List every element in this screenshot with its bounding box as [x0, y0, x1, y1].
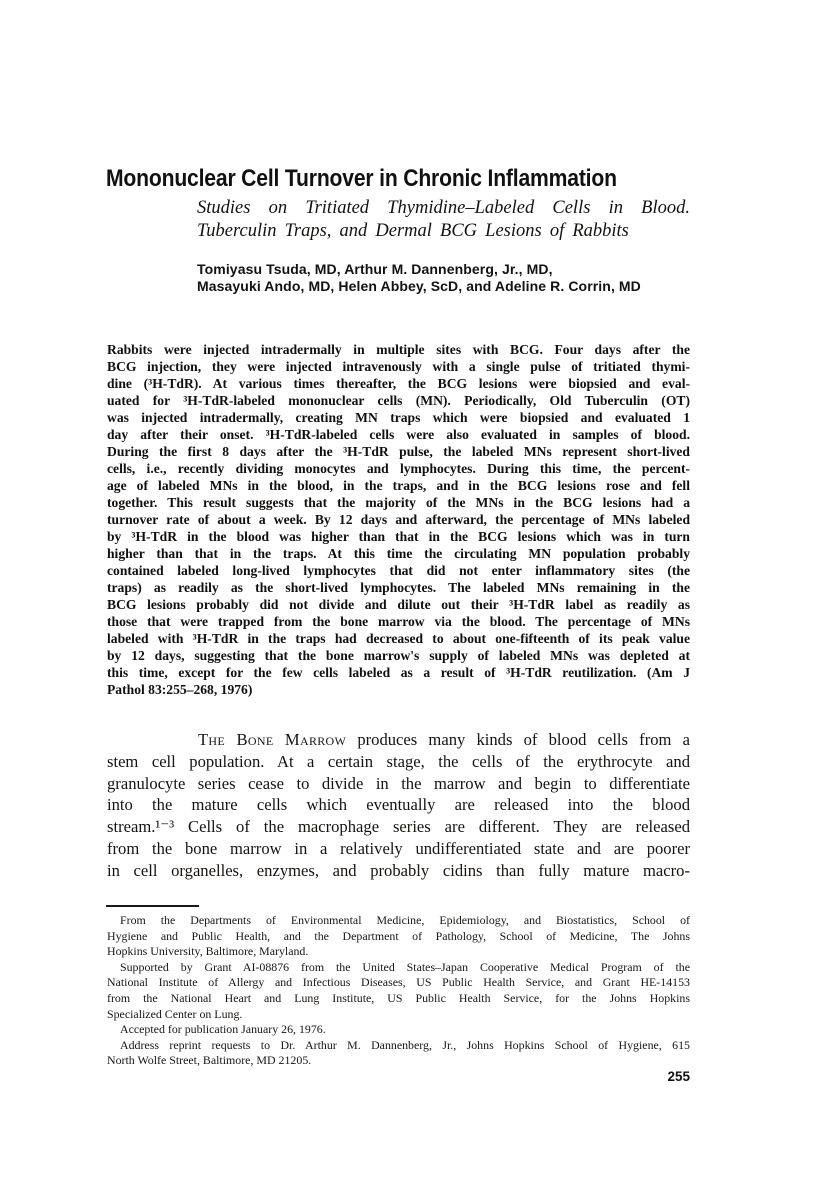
footnote-line: Address reprint requests to Dr. Arthur M. Dannenberg, Jr., Johns Hopkins School of Hygiene, 615 [120, 1037, 690, 1052]
abstract-line: Rabbits were injected intradermally in multiple sites with BCG. Four days after the [107, 342, 690, 357]
subtitle-line: Tuberculin Traps, and Dermal BCG Lesions of Rabbits [197, 220, 629, 241]
footnotes [107, 913, 690, 1069]
body-line: granulocyte series cease to divide in the marrow and begin to differentiate [107, 773, 690, 793]
footnote-line: Specialized Center on Lung. [107, 1006, 243, 1021]
abstract-line: by ³H-TdR in the blood was higher than that in the BCG lesions which was in turn [107, 529, 690, 544]
abstract [107, 341, 690, 698]
abstract-line: labeled with ³H-TdR in the traps had decreased to about one-fifteenth of its peak value [107, 631, 690, 646]
footnote-line: National Institute of Allergy and Infectious Diseases, US Public Health Service, and Grant HE-14153 [107, 975, 690, 990]
author-line: Tomiyasu Tsuda, MD, Arthur M. Dannenberg, Jr., MD, [197, 261, 553, 277]
abstract-line: this time, except for the few cells labeled as a result of ³H-TdR reutilization. (Am J [107, 665, 690, 680]
body-line: stem cell population. At a certain stage, the cells of the erythrocyte and [107, 751, 690, 771]
abstract-line: traps) as readily as the short-lived lymphocytes. The labeled MNs remaining in the [107, 580, 690, 595]
body-line: stream.¹⁻³ Cells of the macrophage series are different. They are released [107, 817, 690, 837]
author-line: Masayuki Ando, MD, Helen Abbey, ScD, and Adeline R. Corrin, MD [197, 277, 641, 294]
footnote-rule [106, 905, 199, 907]
abstract-line: BCG injection, they were injected intravenously with a single pulse of tritiated thymi- [107, 359, 690, 374]
abstract-line: cells, i.e., recently dividing monocytes and lymphocytes. During this time, the percent- [107, 461, 690, 476]
body-line: into the mature cells which eventually are released into the blood [107, 795, 690, 815]
footnote-line: Hygiene and Public Health, and the Department of Pathology, School of Medicine, The Johns [107, 928, 690, 943]
abstract-line: BCG lesions probably did not divide and dilute out their ³H-TdR label as readily as [107, 597, 690, 612]
body-line: in cell organelles, enzymes, and probably cidins than fully mature macro- [107, 860, 690, 880]
abstract-line: Pathol 83:255–268, 1976) [107, 682, 253, 697]
footnote-line: from the National Heart and Lung Institute, US Public Health Service, for the Johns Hopkins [107, 990, 690, 1005]
body-paragraph [107, 729, 690, 882]
body-line: The Bone Marrow produces many kinds of blood cells from a [198, 730, 690, 749]
abstract-line: dine (³H-TdR). At various times thereafter, the BCG lesions were biopsied and eval- [107, 376, 690, 391]
article-subtitle [197, 197, 690, 242]
abstract-line: uated for ³H-TdR-labeled mononuclear cells (MN). Periodically, Old Tuberculin (OT) [107, 393, 690, 408]
footnote-line: Supported by Grant AI-08876 from the United States–Japan Cooperative Medical Program of the [120, 959, 690, 974]
small-caps-lead: The Bone Marrow [198, 730, 347, 749]
abstract-line: together. This result suggests that the majority of the MNs in the BCG lesions had a [107, 495, 690, 510]
author-list [197, 261, 690, 295]
abstract-line: contained labeled long-lived lymphocytes that did not enter inflammatory sites (the [107, 563, 690, 578]
footnote-line: North Wolfe Street, Baltimore, MD 21205. [107, 1053, 312, 1068]
footnote-line: From the Departments of Environmental Medicine, Epidemiology, and Biostatistics, School of [120, 913, 690, 927]
subtitle-line: Studies on Tritiated Thymidine–Labeled Cells in Blood. [197, 198, 690, 218]
abstract-line: by 12 days, suggesting that the bone marrow's supply of labeled MNs was depleted at [107, 648, 690, 663]
abstract-line: turnover rate of about a week. By 12 days and afterward, the percentage of MNs labeled [107, 512, 690, 527]
abstract-line: higher than that in the traps. At this time the circulating MN population probably [107, 546, 690, 561]
abstract-line: was injected intradermally, creating MN traps which were biopsied and evaluated 1 [107, 410, 690, 425]
body-line: from the bone marrow in a relatively undifferentiated state and are poorer [107, 838, 690, 858]
footnote-line: Accepted for publication January 26, 1976. [120, 1022, 326, 1037]
footnote-line: Hopkins University, Baltimore, Maryland. [107, 944, 309, 959]
article-title: Mononuclear Cell Turnover in Chronic Inflammation [106, 165, 617, 193]
page-number: 255 [667, 1069, 690, 1084]
abstract-line: day after their onset. ³H-TdR-labeled cells were also evaluated in samples of blood. [107, 427, 690, 442]
abstract-line: During the first 8 days after the ³H-TdR pulse, the labeled MNs represent short-lived [107, 444, 690, 459]
abstract-line: those that were trapped from the bone marrow via the blood. The percentage of MNs [107, 614, 690, 629]
abstract-line: age of labeled MNs in the blood, in the traps, and in the BCG lesions rose and fell [107, 478, 690, 493]
